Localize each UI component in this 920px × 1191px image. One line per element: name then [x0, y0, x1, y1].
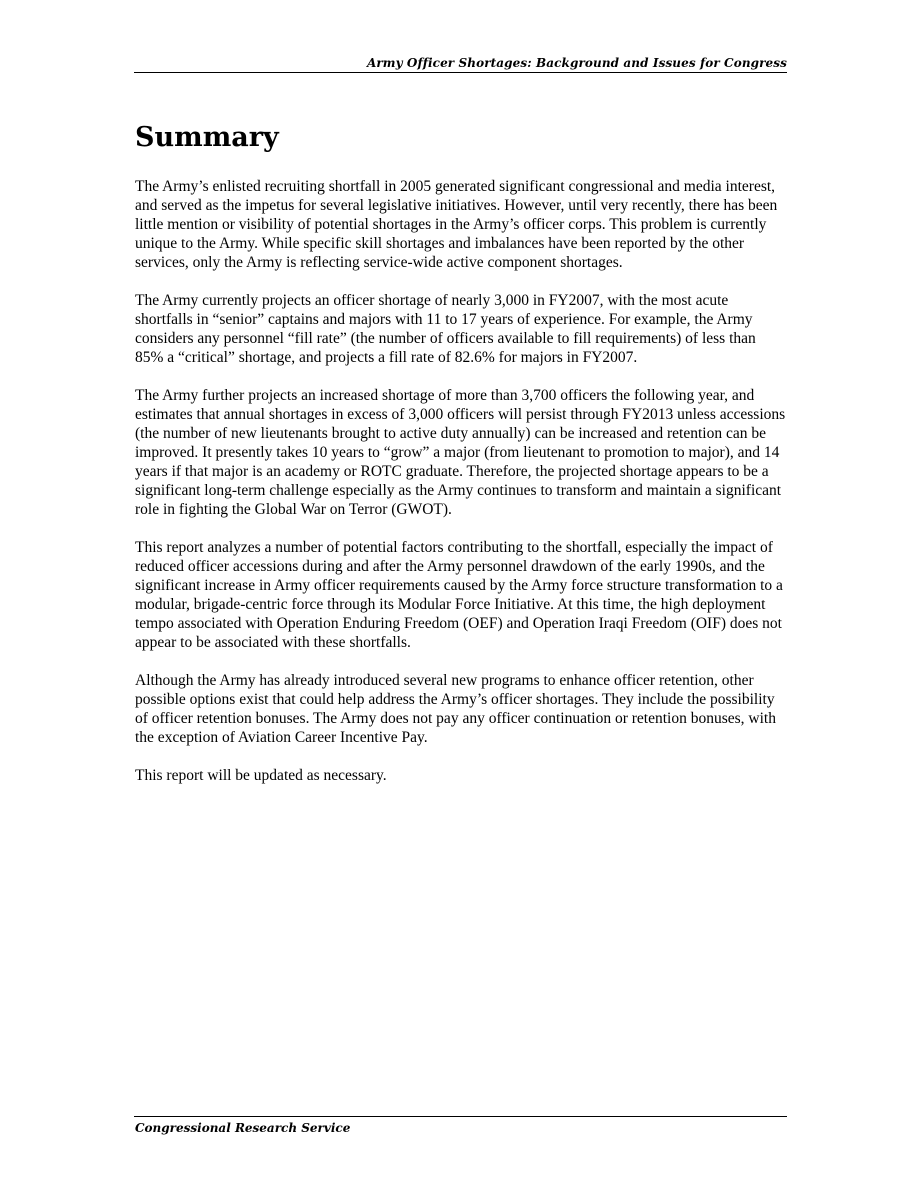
paragraph-5: Although the Army has already introduced several new programs to enhance officer retention, other possible options exist that could help address the Army’s officer shortages. They include the possibility of officer retention bonuses. The Army does not pay any officer continuation or retention bonuses, with the exception of Aviation Career Incentive Pay.	[135, 672, 776, 746]
paragraph-2: The Army currently projects an officer shortage of nearly 3,000 in FY2007, with the most acute shortfalls in “senior” captains and majors with 11 to 17 years of experience. For example, the Army considers any personnel “fill rate” (the number of officers available to fill requirements) of less than 85% a “critical” shortage, and projects a fill rate of 82.6% for majors in FY2007.	[135, 292, 756, 366]
paragraph-1: The Army’s enlisted recruiting shortfall in 2005 generated significant congressional and media interest, and served as the impetus for several legislative initiatives. However, until very recently, there has been little mention or visibility of potential shortages in the Army’s officer corps. This problem is currently unique to the Army. While specific skill shortages and imbalances have been reported by the other services, only the Army is reflecting service-wide active component shortages.	[135, 178, 778, 271]
summary-body	[135, 177, 787, 804]
paragraph-4: This report analyzes a number of potential factors contributing to the shortfall, especially the impact of reduced officer accessions during and after the Army personnel drawdown of the early 1990s, and the significant increase in Army officer requirements caused by the Army force structure transformation to a modular, brigade-centric force through its Modular Force Initiative. At this time, the high deployment tempo associated with Operation Enduring Freedom (OEF) and Operation Iraqi Freedom (OIF) does not appear to be associated with these shortfalls.	[135, 539, 783, 651]
header-rule	[134, 72, 787, 73]
paragraph-6: This report will be updated as necessary.	[135, 767, 387, 784]
section-heading: Summary	[135, 122, 279, 153]
running-header: Army Officer Shortages: Background and Issues for Congress	[366, 56, 787, 70]
paragraph-3: The Army further projects an increased shortage of more than 3,700 officers the following year, and estimates that annual shortages in excess of 3,000 officers will persist through FY2013 unless accessions (the number of new lieutenants brought to active duty annually) can be increased and retention can be improved. It presently takes 10 years to “grow” a major (from lieutenant to promotion to major), and 14 years if that major is an academy or ROTC graduate. Therefore, the projected shortage appears to be a significant long-term challenge especially as the Army continues to transform and maintain a significant role in fighting the Global War on Terror (GWOT).	[135, 387, 786, 518]
footer-rule	[134, 1116, 787, 1117]
footer-source: Congressional Research Service	[135, 1121, 351, 1135]
